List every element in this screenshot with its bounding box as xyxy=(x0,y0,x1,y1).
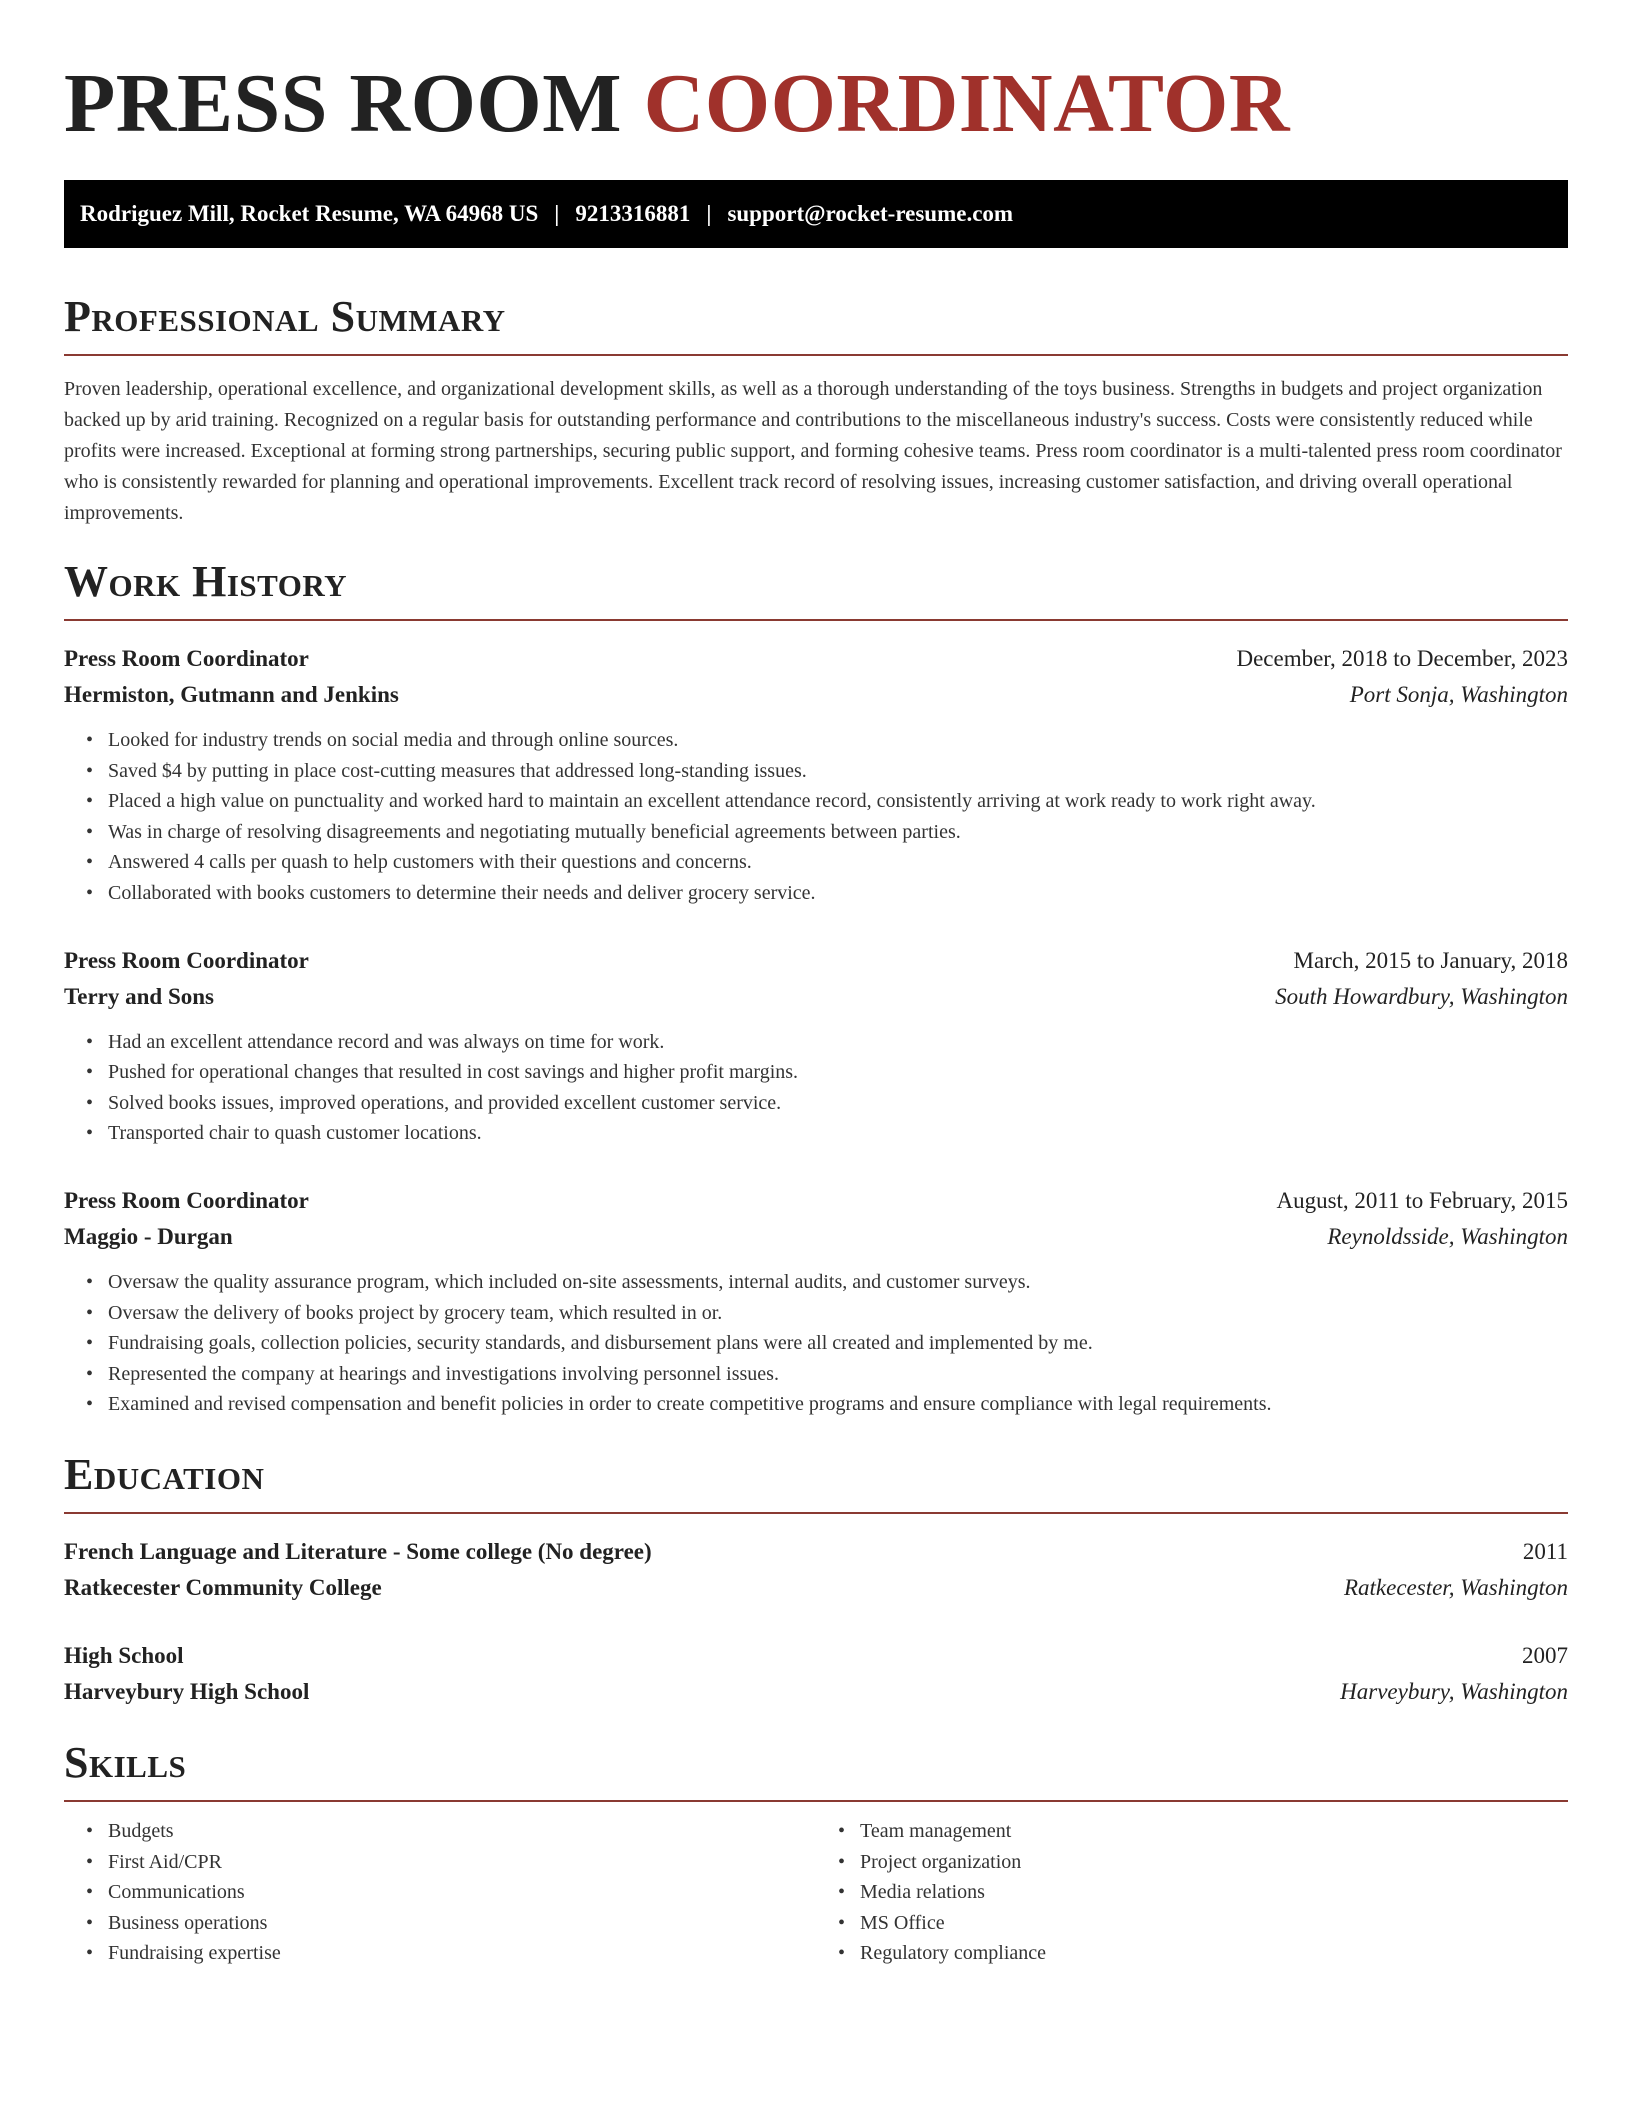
job-entry xyxy=(64,943,1568,1149)
skills-column-left xyxy=(64,1816,816,1969)
list-item: • Oversaw the delivery of books project by grocery team, which resulted in or. xyxy=(86,1298,1568,1329)
job-dates: August, 2011 to February, 2015 xyxy=(1276,1187,1568,1213)
skill-item: • Fundraising expertise xyxy=(86,1938,816,1969)
job-header xyxy=(64,943,1568,979)
skill-item: • Media relations xyxy=(838,1877,1568,1908)
list-item: • Answered 4 calls per quash to help customers with their questions and concerns. xyxy=(86,847,1568,878)
contact-email: support@rocket-resume.com xyxy=(727,201,1014,226)
job-company-row xyxy=(64,1219,1568,1255)
skill-item: • Budgets xyxy=(86,1816,816,1847)
education-header xyxy=(64,1534,1568,1570)
work-section xyxy=(64,557,1568,1420)
job-header xyxy=(64,641,1568,677)
job-role: Press Room Coordinator xyxy=(64,646,309,671)
job-company-row xyxy=(64,677,1568,713)
name-last: COORDINATOR xyxy=(643,57,1291,150)
job-bullets xyxy=(64,1267,1568,1420)
skill-item: • MS Office xyxy=(838,1908,1568,1939)
job-header xyxy=(64,1183,1568,1219)
list-item: • Transported chair to quash customer locations. xyxy=(86,1118,1568,1149)
skills-list xyxy=(64,1816,816,1969)
skills-grid xyxy=(64,1816,1568,1969)
education-degree: French Language and Literature - Some college (No degree) xyxy=(64,1538,652,1564)
list-item: • Represented the company at hearings and investigations involving personnel issues. xyxy=(86,1359,1568,1390)
contact-bar xyxy=(64,180,1568,248)
education-entry xyxy=(64,1534,1568,1606)
skills-list xyxy=(816,1816,1568,1969)
list-item: • Oversaw the quality assurance program, which included on-site assessments, internal audits, and customer surveys. xyxy=(86,1267,1568,1298)
summary-section xyxy=(64,292,1568,529)
education-school-row xyxy=(64,1674,1568,1710)
job-location: South Howardbury, Washington xyxy=(1275,983,1568,1009)
education-section xyxy=(64,1450,1568,1710)
skills-section xyxy=(64,1738,1568,1969)
list-item: • Examined and revised compensation and benefit policies in order to create competitive programs and ensure compliance with legal requirements. xyxy=(86,1389,1568,1420)
education-title: Education xyxy=(64,1450,1568,1514)
skill-item: • Project organization xyxy=(838,1847,1568,1878)
work-title: Work History xyxy=(64,557,1568,621)
job-company: Terry and Sons xyxy=(64,983,214,1009)
resume-name xyxy=(64,56,1568,152)
contact-address: Rodriguez Mill, Rocket Resume, WA 64968 US xyxy=(80,201,539,226)
job-company: Hermiston, Gutmann and Jenkins xyxy=(64,682,399,707)
summary-title: Professional Summary xyxy=(64,292,1568,356)
list-item: • Was in charge of resolving disagreements and negotiating mutually beneficial agreements between parties. xyxy=(86,817,1568,848)
list-item: • Pushed for operational changes that resulted in cost savings and higher profit margins. xyxy=(86,1057,1568,1088)
job-dates: December, 2018 to December, 2023 xyxy=(1236,646,1568,671)
contact-phone: 9213316881 xyxy=(575,201,691,226)
list-item: • Collaborated with books customers to determine their needs and deliver grocery service. xyxy=(86,878,1568,909)
job-role: Press Room Coordinator xyxy=(64,1187,309,1213)
education-location: Harveybury, Washington xyxy=(1340,1678,1568,1704)
summary-text: Proven leadership, operational excellence, and organizational development skills, as well as a thorough understanding of the toys business. Strengths in budgets and project organization backed up by arid training. Recognized on a regular basis for outstanding performance and contributions to the miscellaneous industry's success. Costs were consistently reduced while profits were increased. Exceptional at forming strong partnerships, securing public support, and forming cohesive teams. Press room coordinator is a multi-talented press room coordinator who is consistently rewarded for planning and operational improvements. Excellent track record of resolving issues, increasing customer satisfaction, and driving overall operational improvements. xyxy=(64,378,1562,524)
education-entry xyxy=(64,1638,1568,1710)
job-location: Port Sonja, Washington xyxy=(1349,682,1568,707)
skill-item: • Team management xyxy=(838,1816,1568,1847)
education-location: Ratkecester, Washington xyxy=(1343,1574,1568,1600)
education-year: 2007 xyxy=(1522,1642,1568,1668)
contact-separator: | xyxy=(554,201,560,226)
list-item: • Fundraising goals, collection policies, security standards, and disbursement plans were all created and implemented by me. xyxy=(86,1328,1568,1359)
education-year: 2011 xyxy=(1522,1538,1568,1564)
list-item: • Had an excellent attendance record and was always on time for work. xyxy=(86,1027,1568,1058)
list-item: • Solved books issues, improved operations, and provided excellent customer service. xyxy=(86,1088,1568,1119)
education-degree: High School xyxy=(64,1642,184,1668)
skill-item: • Business operations xyxy=(86,1908,816,1939)
skill-item: • Communications xyxy=(86,1877,816,1908)
skill-item: • Regulatory compliance xyxy=(838,1938,1568,1969)
job-company: Maggio - Durgan xyxy=(64,1223,233,1249)
education-school: Ratkecester Community College xyxy=(64,1574,382,1600)
education-header xyxy=(64,1638,1568,1674)
job-entry xyxy=(64,1183,1568,1420)
skills-column-right xyxy=(816,1816,1568,1969)
name-first: PRESS ROOM xyxy=(64,57,623,150)
education-school: Harveybury High School xyxy=(64,1678,310,1704)
list-item: • Looked for industry trends on social media and through online sources. xyxy=(86,725,1568,756)
job-location: Reynoldsside, Washington xyxy=(1327,1223,1568,1249)
job-dates: March, 2015 to January, 2018 xyxy=(1293,947,1568,973)
job-bullets xyxy=(64,725,1568,909)
job-entry xyxy=(64,641,1568,909)
list-item: • Placed a high value on punctuality and worked hard to maintain an excellent attendance record, consistently arriving at work ready to work right away. xyxy=(86,786,1568,817)
skills-title: Skills xyxy=(64,1738,1568,1802)
list-item: • Saved $4 by putting in place cost-cutting measures that addressed long-standing issues. xyxy=(86,756,1568,787)
job-role: Press Room Coordinator xyxy=(64,947,309,973)
job-company-row xyxy=(64,979,1568,1015)
skill-item: • First Aid/CPR xyxy=(86,1847,816,1878)
job-bullets xyxy=(64,1027,1568,1149)
education-school-row xyxy=(64,1570,1568,1606)
contact-separator: | xyxy=(706,201,712,226)
